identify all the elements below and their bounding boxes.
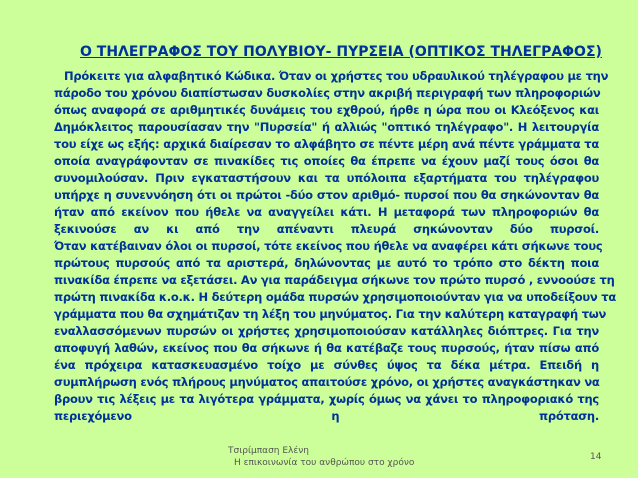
slide-title: Ο ΤΗΛΕΓΡΑΦΟΣ ΤΟΥ ΠΟΛΥΒΙΟΥ- ΠΥΡΣΕΙΑ (ΟΠΤΙΚΟΣ ΤΗΛΕΓΡΑΦΟΣ) <box>80 44 602 60</box>
body-line-4: Δημόκλειτος παρουσίασαν την "Πυρσεία" ή αλλιώς "οπτικό τηλέγραφο". Η λειτουργία <box>54 120 599 134</box>
body-line-9: ήταν από εκείνον που ήθελε να αναγγείλει κάτι. Η μεταφορά των πληροφοριών θα <box>54 205 599 219</box>
body-line-19: συμπλήρωση ενός πλήρους μηνύματος απαιτούσε χρόνο, οι χρήστες αναγκάστηκαν να <box>54 375 600 389</box>
body-line-20: βρουν τις λέξεις με τα λιγότερα γράμματα, χωρίς όμως να χάνει το πληροφοριακό της <box>54 392 599 406</box>
body-line-15: γράμματα που θα σχημάτιζαν τη λέξη του μηνύματος. Για την καλύτερη καταγραφή των <box>54 307 607 321</box>
body-line-16: εναλλασσόμενων πυρσών οι χρήστες χρησιμοποιούσαν κατάλληλες διόπτρες. Για την <box>54 324 599 338</box>
page-number: 14 <box>590 452 602 462</box>
body-line-11: Όταν κατέβαιναν όλοι οι πυρσοί, τότε εκείνος που ήθελε να αναφέρει κάτι σήκωνε τους <box>54 239 603 253</box>
body-line-14: πρώτη πινακίδα κ.ο.κ. Η δεύτερη ομάδα πυρσών χρησιμοποιούνταν για να υποδείξουν τα <box>54 290 617 304</box>
body-line-2: πάροδο του χρόνου διαπίστωσαν δυσκολίες στην ακριβή περιγραφή των πληροφοριών <box>54 86 601 100</box>
body-line-1: Πρόκειτε για αλφαβητικό Κώδικα. Όταν οι χρήστες του υδραυλικού τηλέγραφου με την <box>64 69 609 83</box>
body-line-21: περιεχόμενο η πρόταση. <box>54 409 599 423</box>
body-line-13: πινακίδα έπρεπε να εξετάσει. Αν για παράδειγμα σήκωνε τον πρώτο πυρσό , εννοούσε τη <box>54 273 615 287</box>
body-line-5: του είχε ως εξής: αρχικά διαίρεσαν το αλφάβητο σε πέντε μέρη ανά πέντε γράμματα τα <box>54 137 599 151</box>
body-line-7: συνομιλούσαν. Πριν εγκαταστήσουν και τα υπόλοιπα εξαρτήματα του τηλέγραφου <box>54 171 599 185</box>
body-line-12: πρώτους πυρσούς από τα αριστερά, δηλώνοντας με αυτό το τρόπο στο δέκτη ποια <box>54 256 599 270</box>
footer-author: Τσιρίμπαση Ελένη <box>228 446 309 456</box>
body-line-8: υπήρχε η συνεννόηση ότι οι πρώτοι -δύο στον αριθμό- πυρσοί που θα σηκώνονταν θα <box>54 188 599 202</box>
body-line-17: αποφυγή λαθών, εκείνος που θα σήκωνε ή θα κατέβαζε τους πυρσούς, ήταν πίσω από <box>54 341 599 355</box>
slide-footer <box>228 445 414 469</box>
body-line-6: οποία αναγράφονταν σε πινακίδες τις οποίες θα έπρεπε να έχουν μαζί τους όσοι θα <box>54 154 599 168</box>
body-line-18: ένα πρόχειρα κατασκευασμένο τοίχο με σύνθες ύψος τα δέκα μέτρα. Επειδή η <box>54 358 599 372</box>
body-line-10: ξεκινούσε αν κι από την απέναντι πλευρά σηκώνονταν δύο πυρσοί. <box>54 222 599 236</box>
body-line-3: όπως αναφορά σε αριθμητικές δυνάμεις του εχθρού, ήρθε η ώρα που οι Κλεόξενος και <box>54 103 599 117</box>
slide-body-text <box>54 68 617 425</box>
footer-subtitle: Η επικοινωνία του ανθρώπου στο χρόνο <box>234 458 415 468</box>
